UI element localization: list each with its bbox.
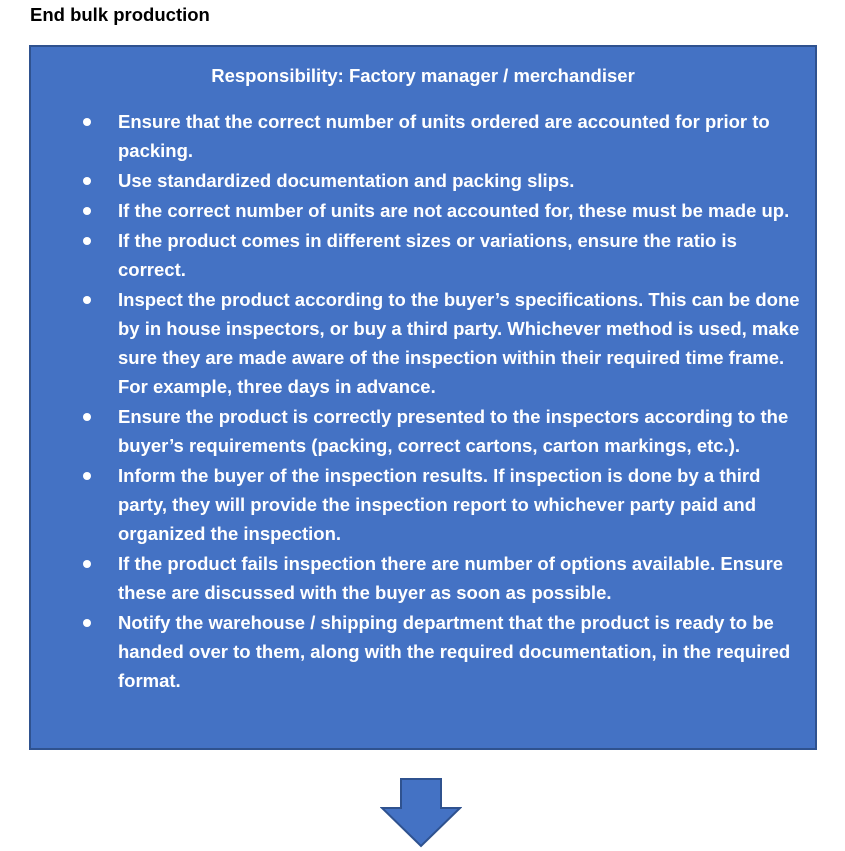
list-item-text: Use standardized documentation and packing slips. — [118, 170, 575, 191]
list-item-text: Inspect the product according to the buyer’s specifications. This can be done by in house inspectors, or buy a third party. Whichever method is used, make sure they are made aware of the inspection within their required time frame. For example, three days in advance. — [118, 289, 800, 397]
responsibility-title: Responsibility: Factory manager / merchandiser — [211, 65, 635, 86]
list-item-text: Notify the warehouse / shipping department that the product is ready to be handed over to them, along with the required documentation, in the required format. — [118, 612, 791, 691]
arrow-down-icon — [380, 778, 462, 848]
bullet-dot-icon — [83, 296, 91, 304]
list-item — [31, 549, 817, 607]
bullet-dot-icon — [83, 413, 91, 421]
list-item — [31, 608, 817, 695]
arrow-down-shape — [382, 779, 460, 846]
responsibility-box — [29, 45, 817, 750]
bullet-dot-icon — [83, 207, 91, 215]
list-item-text: Ensure the product is correctly presented to the inspectors according to the buyer’s requirements (packing, correct cartons, carton markings, etc.). — [118, 406, 789, 456]
bullet-dot-icon — [83, 619, 91, 627]
list-item-text: If the product comes in different sizes or variations, ensure the ratio is correct. — [118, 230, 737, 280]
list-item — [31, 285, 817, 401]
list-item — [31, 196, 817, 225]
list-item — [31, 226, 817, 284]
bullet-dot-icon — [83, 560, 91, 568]
page-heading: End bulk production — [30, 4, 210, 25]
list-item — [31, 402, 817, 460]
bullet-dot-icon — [83, 118, 91, 126]
bullet-dot-icon — [83, 177, 91, 185]
list-item-text: If the correct number of units are not accounted for, these must be made up. — [118, 200, 790, 221]
list-item-text: Inform the buyer of the inspection results. If inspection is done by a third party, they will provide the inspection report to whichever party paid and organized the inspection. — [118, 465, 761, 544]
bullet-dot-icon — [83, 472, 91, 480]
list-item — [31, 166, 817, 195]
list-item — [31, 461, 817, 548]
bullet-list — [31, 107, 817, 696]
bullet-dot-icon — [83, 237, 91, 245]
list-item — [31, 107, 817, 165]
list-item-text: Ensure that the correct number of units ordered are accounted for prior to packing. — [118, 111, 770, 161]
list-item-text: If the product fails inspection there are number of options available. Ensure these are discussed with the buyer as soon as possible. — [118, 553, 784, 603]
